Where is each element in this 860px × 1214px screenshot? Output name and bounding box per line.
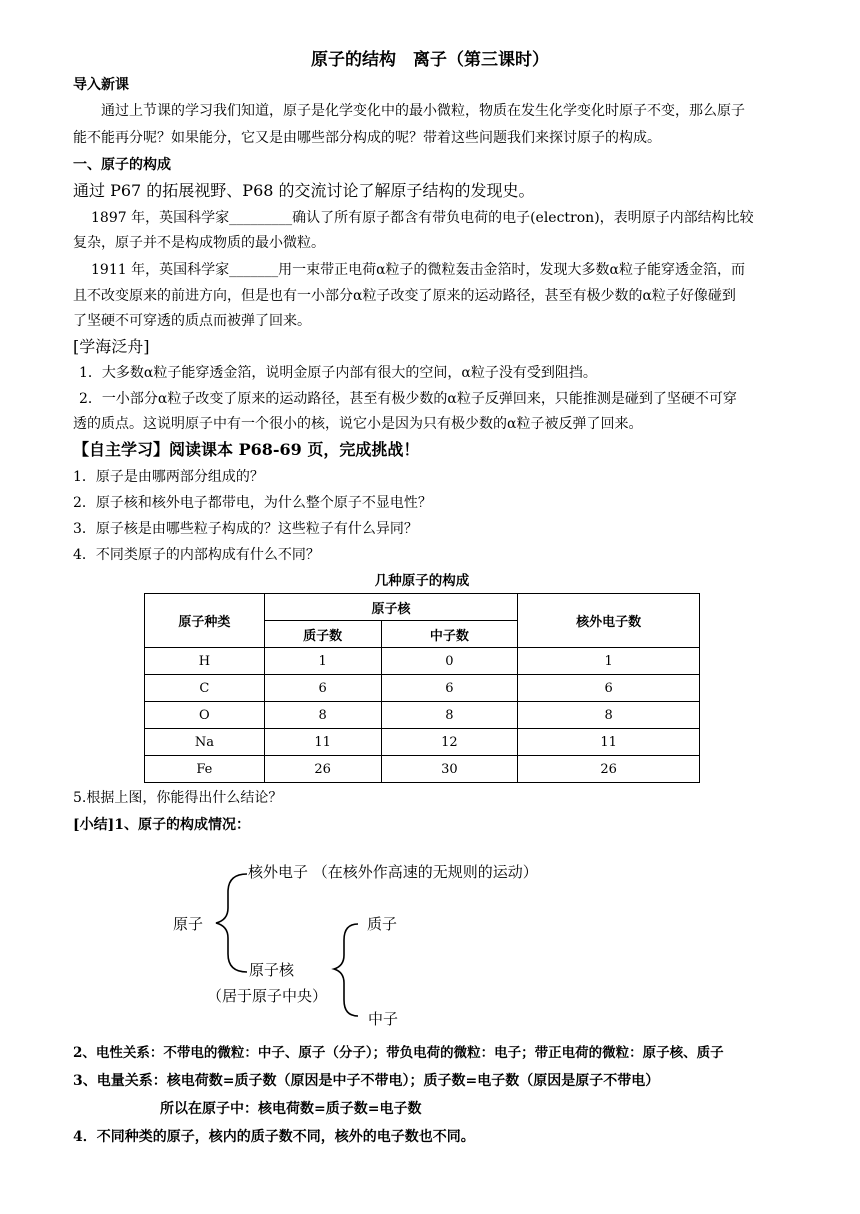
diagram-atom-label: 原子 (173, 915, 204, 933)
atom-cell: O (145, 702, 265, 729)
section-1-lead: 通过 P67 的拓展视野、P68 的交流讨论了解原子结构的发现史。 (73, 181, 535, 200)
question-5: 5.根据上图，你能得出什么结论？ (73, 790, 283, 806)
summary-heading: [小结]1、原子的构成情况： (73, 817, 250, 833)
history-1897-line-2: 复杂，原子并不是构成物质的最小微粒。 (73, 235, 325, 251)
diagram-electron-label: 核外电子 （在核外作高速的无规则的运动） (248, 863, 538, 881)
intro-paragraph-line-2: 能不能再分呢？如果能分，它又是由哪些部分构成的呢？带着这些问题我们来探讨原子的构成。 (73, 130, 661, 146)
neutron-cell: 12 (381, 729, 518, 756)
header-atom-type: 原子种类 (145, 594, 265, 648)
table-row (145, 675, 700, 702)
question-2: 2．原子核和核外电子都带电，为什么整个原子不显电性？ (73, 495, 432, 511)
diagram-proton-label: 质子 (367, 915, 398, 933)
atom-brace (216, 874, 247, 972)
history-1897-line-1: 1897 年，英国科学家_________确认了所有原子都含有带负电荷的电子(electron)，表明原子内部结构比较 (91, 210, 754, 226)
intro-heading: 导入新课 (73, 77, 129, 93)
summary-item-3: 3、电量关系：核电荷数=质子数（原因是中子不带电）；质子数=电子数（原因是原子不带电） (73, 1073, 660, 1089)
xuehai-item-2-line-2: 透的质点。这说明原子中有一个很小的核，说它小是因为只有极少数的α粒子被反弹了回来。 (73, 416, 643, 432)
table-caption: 几种原子的构成 (374, 573, 470, 589)
electron-cell: 8 (518, 702, 700, 729)
proton-cell: 11 (264, 729, 381, 756)
question-1: 1．原子是由哪两部分组成的？ (73, 469, 264, 485)
neutron-cell: 30 (381, 756, 518, 783)
summary-item-4: 4．不同种类的原子，核内的质子数不同，核外的电子数也不同。 (73, 1129, 475, 1145)
diagram-nucleus-note: （居于原子中央） (207, 987, 328, 1005)
header-nucleus: 原子核 (264, 594, 518, 621)
diagram-neutron-label: 中子 (368, 1010, 399, 1028)
history-1911-line-1: 1911 年，英国科学家_______用一束带正电荷α粒子的微粒轰击金箔时，发现大多数α粒子能穿透金箔，而 (91, 262, 745, 278)
xuehai-item-1: 1．大多数α粒子能穿透金箔，说明金原子内部有很大的空间，α粒子没有受到阻挡。 (79, 365, 597, 381)
atom-cell: Fe (145, 756, 265, 783)
nucleus-brace (334, 924, 358, 1016)
xuehai-heading: [学海泛舟] (73, 337, 150, 356)
proton-cell: 1 (264, 648, 381, 675)
neutron-cell: 8 (381, 702, 518, 729)
header-proton-count: 质子数 (264, 621, 381, 648)
electron-cell: 26 (518, 756, 700, 783)
proton-cell: 6 (264, 675, 381, 702)
atom-composition-table (144, 593, 700, 783)
self-study-heading: 【自主学习】阅读课本 P68-69 页，完成挑战！ (73, 440, 420, 459)
atom-cell: Na (145, 729, 265, 756)
proton-cell: 26 (264, 756, 381, 783)
history-1911-line-2: 且不改变原来的前进方向，但是也有一小部分α粒子改变了原来的运动路径，甚至有极少数的α粒子好像碰到 (73, 288, 736, 304)
neutron-cell: 6 (381, 675, 518, 702)
question-4: 4．不同类原子的内部构成有什么不同？ (73, 547, 320, 563)
header-neutron-count: 中子数 (381, 621, 518, 648)
table-row (145, 648, 700, 675)
table-row (145, 756, 700, 783)
table-row (145, 702, 700, 729)
diagram-nucleus-label: 原子核 (249, 961, 295, 979)
atom-cell: C (145, 675, 265, 702)
intro-paragraph-line-1: 通过上节课的学习我们知道，原子是化学变化中的最小微粒，物质在发生化学变化时原子不变，那么原子 (101, 103, 745, 119)
header-electron-count: 核外电子数 (518, 594, 700, 648)
page-title: 原子的结构 离子（第三课时） (311, 50, 549, 70)
proton-cell: 8 (264, 702, 381, 729)
neutron-cell: 0 (381, 648, 518, 675)
history-1911-line-3: 了坚硬不可穿透的质点而被弹了回来。 (73, 313, 311, 329)
xuehai-item-2-line-1: 2．一小部分α粒子改变了原来的运动路径，甚至有极少数的α粒子反弹回来，只能推测是碰到了坚硬不可穿 (79, 391, 737, 407)
electron-cell: 6 (518, 675, 700, 702)
atom-cell: H (145, 648, 265, 675)
table-row (145, 729, 700, 756)
summary-item-2: 2、电性关系：不带电的微粒：中子、原子（分子）；带负电荷的微粒：电子；带正电荷的微粒：原子核、质子 (73, 1045, 724, 1061)
electron-cell: 11 (518, 729, 700, 756)
summary-item-3-conclusion: 所以在原子中：核电荷数=质子数=电子数 (160, 1101, 422, 1117)
question-3: 3．原子核是由哪些粒子构成的？这些粒子有什么异同？ (73, 521, 418, 537)
section-1-heading: 一、原子的构成 (73, 157, 171, 173)
electron-cell: 1 (518, 648, 700, 675)
